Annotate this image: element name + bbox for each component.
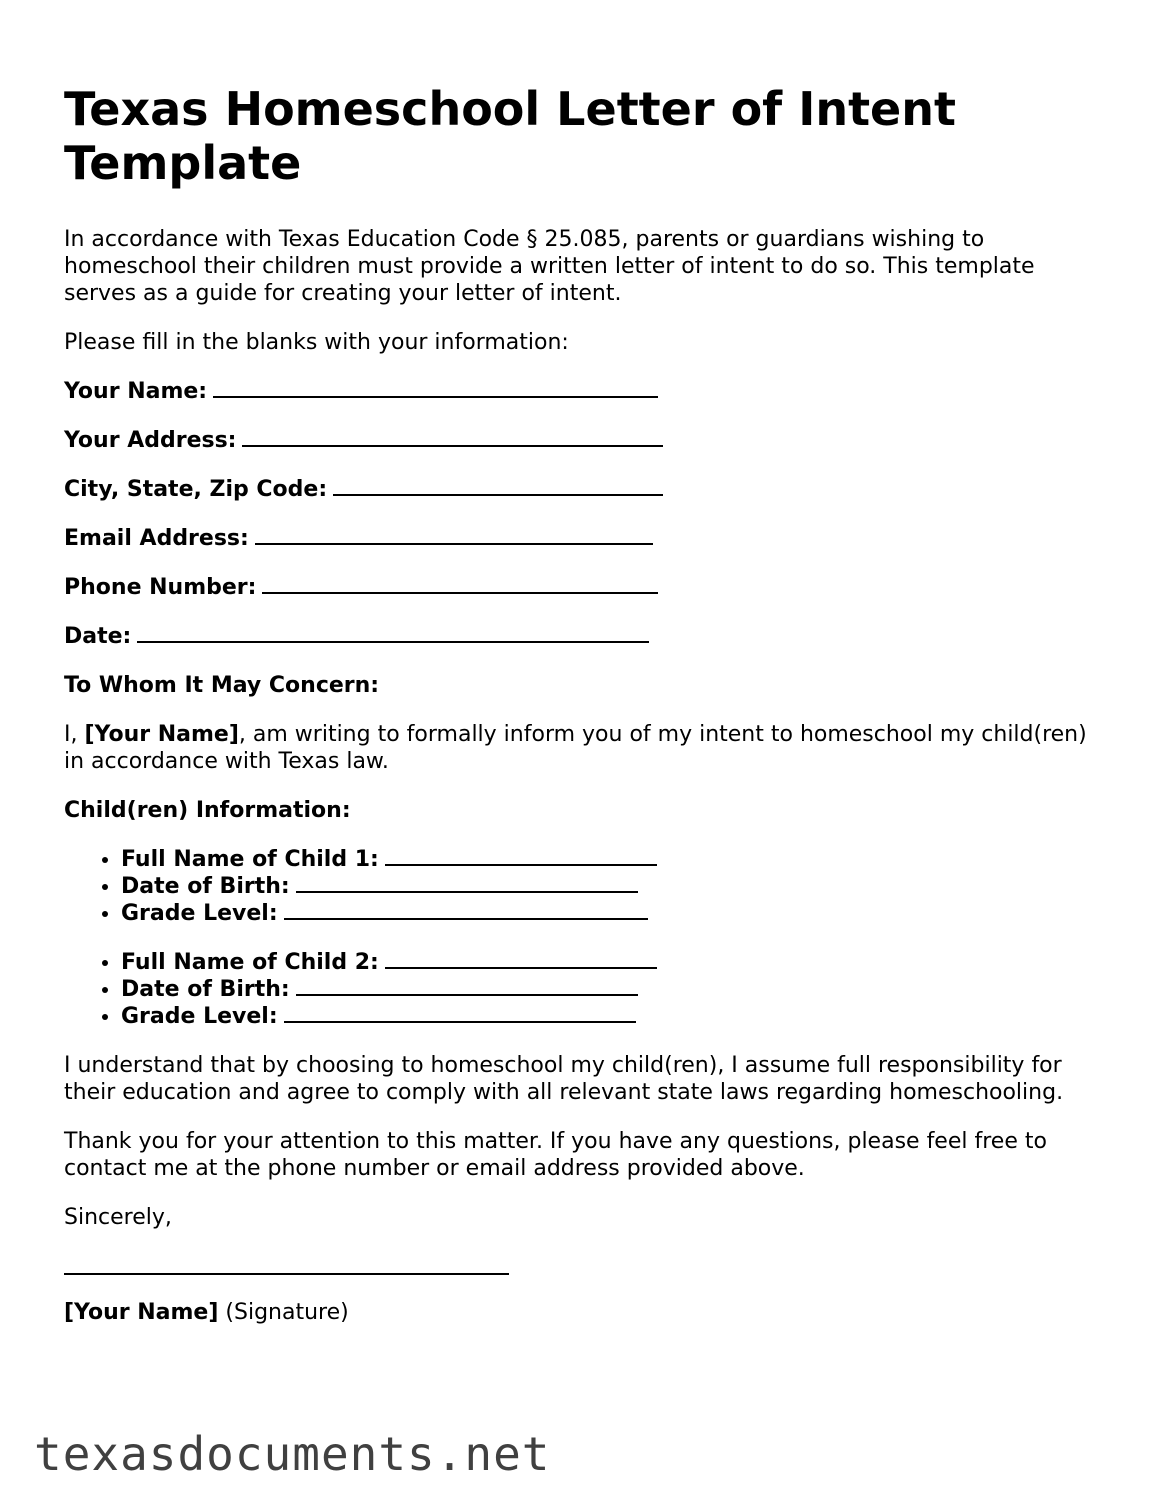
city-state-zip-blank-line (333, 478, 663, 496)
name-field-label: Your Name: (64, 379, 208, 404)
date-field-label: Date: (64, 624, 132, 649)
email-field (64, 525, 1104, 552)
intent-name-placeholder: [Your Name] (84, 722, 239, 747)
address-field (64, 427, 1104, 454)
child-1-grade-blank-line (284, 902, 648, 920)
child-1-dob-blank-line (296, 875, 638, 893)
signature-name-placeholder: [Your Name] (64, 1300, 219, 1325)
child-1-name-label: Full Name of Child 1: (121, 847, 379, 872)
child-2-grade-blank-line (284, 1005, 636, 1023)
child-1-name-blank-line (385, 848, 657, 866)
child-2-dob-item (121, 976, 1104, 1003)
child-1-name-item (121, 846, 1104, 873)
child-1-grade-item (121, 900, 1104, 927)
child-2-dob-blank-line (296, 978, 638, 996)
closing-text: Sincerely, (64, 1205, 172, 1230)
document-page (64, 82, 1104, 1326)
phone-field (64, 574, 1104, 601)
child-2-dob-label: Date of Birth: (121, 977, 290, 1002)
intent-suffix: , am writing to formally inform you of my intent to homeschool my child(ren) in accordance with Texas law. (64, 722, 1087, 774)
phone-blank-line (262, 576, 658, 594)
thanks-paragraph: Thank you for your attention to this matter. If you have any questions, please feel free to contact me at the phone number or email address provided above. (64, 1129, 1047, 1181)
child-2-list (64, 949, 1104, 1030)
intent-statement (64, 721, 1104, 775)
site-watermark: texasdocuments.net (34, 1427, 551, 1481)
city-state-zip-field (64, 476, 1104, 503)
signature-caption (64, 1299, 1104, 1326)
child-2-grade-item (121, 1003, 1104, 1030)
intent-prefix: I, (64, 722, 85, 747)
email-field-label: Email Address: (64, 526, 249, 551)
page-title: Texas Homeschool Letter of Intent Template (64, 82, 956, 190)
email-blank-line (255, 527, 653, 545)
children-heading: Child(ren) Information: (64, 798, 351, 823)
intro-paragraph: In accordance with Texas Education Code § 25.085, parents or guardians wishing to homeschool their children must provide a written letter of intent to do so. This template serves as a guide for creating your letter of intent. (64, 227, 1035, 306)
child-2-name-blank-line (385, 951, 657, 969)
child-1-list (64, 846, 1104, 927)
instructions-text: Please fill in the blanks with your information: (64, 330, 569, 355)
salutation: To Whom It May Concern: (64, 673, 380, 698)
date-field (64, 623, 1104, 650)
phone-field-label: Phone Number: (64, 575, 257, 600)
signature-line (64, 1273, 509, 1275)
name-field (64, 378, 1104, 405)
signature-suffix: (Signature) (218, 1300, 349, 1325)
name-blank-line (213, 380, 658, 398)
city-state-zip-field-label: City, State, Zip Code: (64, 477, 328, 502)
responsibility-paragraph: I understand that by choosing to homeschool my child(ren), I assume full responsibility for their education and agree to comply with all relevant state laws regarding homeschooling. (64, 1053, 1064, 1105)
child-1-dob-label: Date of Birth: (121, 874, 290, 899)
child-2-name-label: Full Name of Child 2: (121, 950, 379, 975)
child-1-dob-item (121, 873, 1104, 900)
date-blank-line (137, 625, 649, 643)
address-field-label: Your Address: (64, 428, 237, 453)
child-2-grade-label: Grade Level: (121, 1004, 278, 1029)
child-2-name-item (121, 949, 1104, 976)
address-blank-line (242, 429, 663, 447)
child-1-grade-label: Grade Level: (121, 901, 278, 926)
